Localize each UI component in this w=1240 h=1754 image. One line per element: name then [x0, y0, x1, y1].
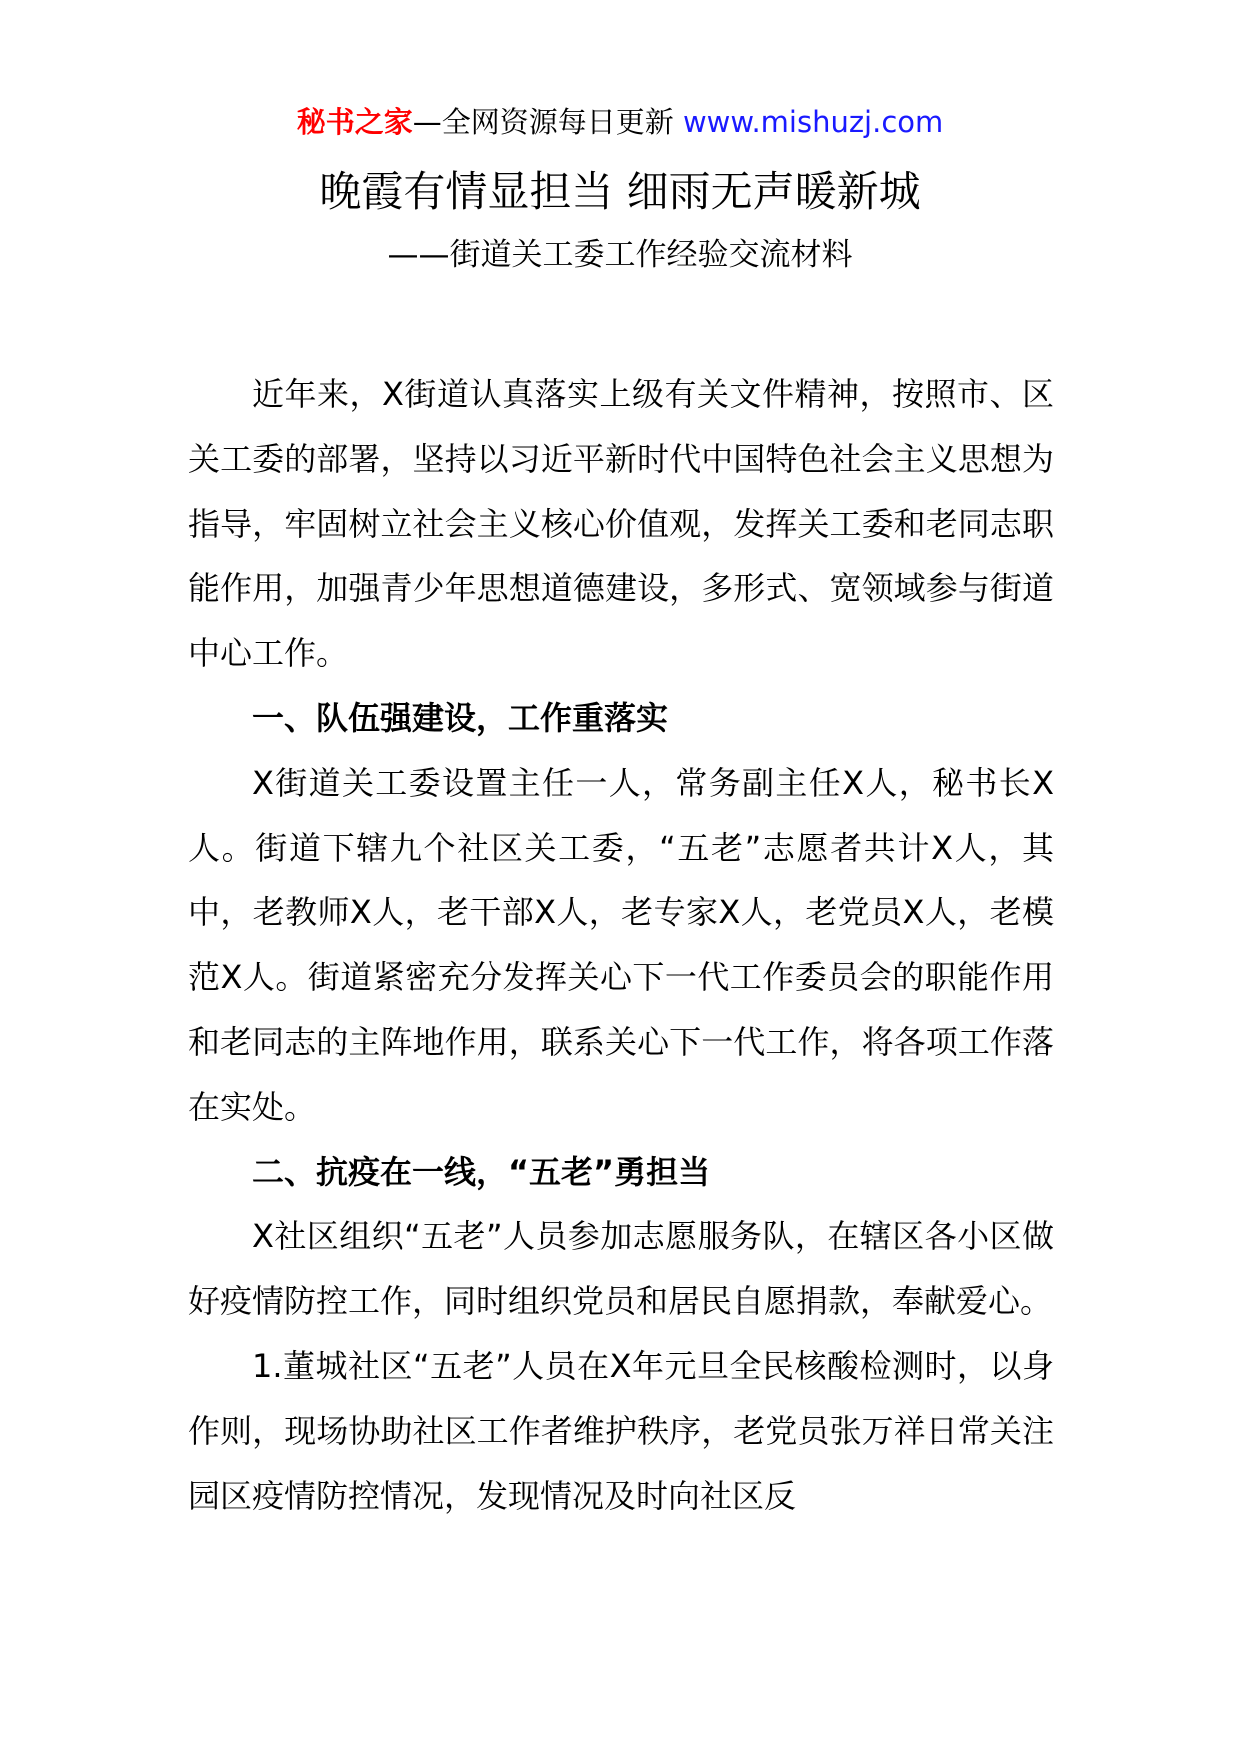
banner-brand: 秘书之家: [296, 105, 413, 139]
section-heading-2: 二、抗疫在一线，“五老”勇担当: [252, 1152, 711, 1191]
paragraph-item-1: 1.董城社区“五老”人员在X年元旦全民核酸检测时，以身作则，现场协助社区工作者维护秩序，老党员张万祥日常关注园区疫情防控情况，发现情况及时向社区反: [188, 1346, 1054, 1515]
paragraph-team: X街道关工委设置主任一人，常务副主任X人，秘书长X人。街道下辖九个社区关工委，“五老”志愿者共计X人，其中，老教师X人，老干部X人，老专家X人，老党员X人，老模范X人。街道紧密充分发挥关心下一代工作委员会的职能作用和老同志的主阵地作用，联系关心下一代工作，将各项工作落在实处。: [188, 763, 1054, 1126]
site-banner: [0, 102, 1240, 142]
paragraph-epidemic: X社区组织“五老”人员参加志愿服务队，在辖区各小区做好疫情防控工作，同时组织党员和居民自愿捐款，奉献爱心。: [188, 1217, 1054, 1321]
banner-slogan: —全网资源每日更新: [412, 105, 683, 139]
document-subtitle: ——街道关工委工作经验交流材料: [387, 237, 853, 273]
banner-url-link[interactable]: www.mishuzj.com: [682, 105, 944, 139]
document-title: 晚霞有情显担当 细雨无声暖新城: [319, 167, 921, 216]
section-heading-1: 一、队伍强建设，工作重落实: [252, 698, 669, 737]
paragraph-intro: 近年来，X街道认真落实上级有关文件精神，按照市、区关工委的部署，坚持以习近平新时代中国特色社会主义思想为指导，牢固树立社会主义核心价值观，发挥关工委和老同志职能作用，加强青少年思想道德建设，多形式、宽领域参与街道中心工作。: [188, 375, 1054, 673]
document-body: [188, 362, 1054, 1528]
